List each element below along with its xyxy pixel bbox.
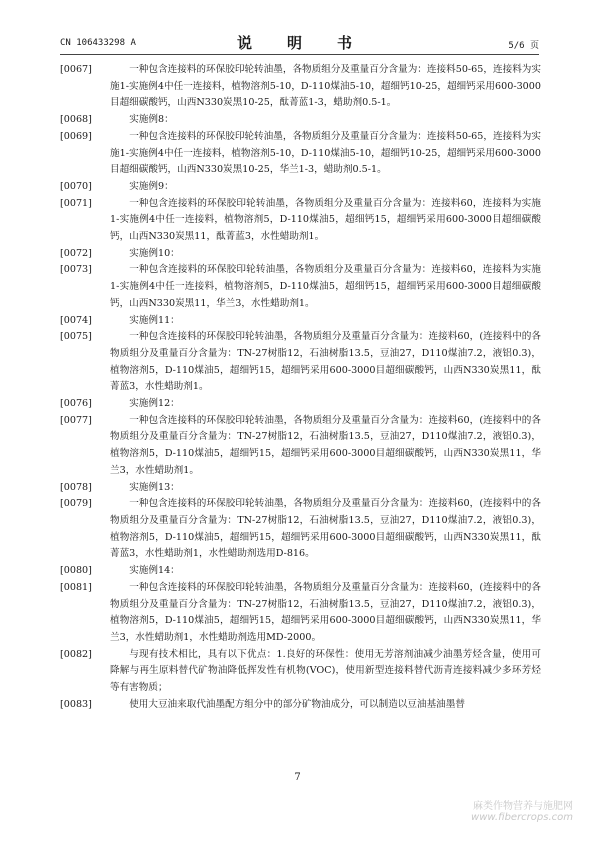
section-heading	[60, 112, 541, 129]
paragraph-number: [0071]	[60, 197, 92, 209]
section-heading	[60, 246, 541, 263]
paragraph-text: 一种包含连接料的环保胶印轮转油墨，各物质组分及重量百分含量为：连接料50-65，连接料为实施1-实施例4中任一连接料，植物溶剂5-10，D-110煤油5-10，超细钙10-25，超细钙采用600-3000目超细碳酸钙，山西N330炭黑10-25，华兰1-3，蜡助剂0.5-1。	[110, 130, 541, 176]
paragraph-number: [0074]	[60, 314, 92, 326]
paragraph	[60, 496, 541, 563]
heading-text: 实施例10：	[129, 247, 180, 259]
heading-text: 实施例9：	[129, 180, 174, 192]
paragraph-number: [0076]	[60, 398, 92, 410]
paragraph-number: [0075]	[60, 331, 92, 343]
document-body	[60, 62, 541, 713]
paragraph-text: 一种包含连接料的环保胶印轮转油墨，各物质组分及重量百分含量为：连接料60，连接料为实施1-实施例4中任一连接料，植物溶剂5，D-110煤油5，超细钙15，超细钙采用600-3000目超细碳酸钙，山西N330炭黑11，华兰3，水性蜡助剂1。	[110, 264, 541, 309]
publication-number: CN 106433298 A	[60, 38, 136, 48]
paragraph	[60, 413, 541, 480]
paragraph	[60, 196, 541, 246]
paragraph	[60, 129, 541, 179]
page-header	[60, 30, 539, 55]
heading-text: 实施例11：	[129, 314, 180, 326]
paragraph	[60, 262, 541, 312]
section-heading	[60, 480, 541, 497]
heading-text: 实施例12：	[129, 398, 180, 410]
heading-text: 实施例13：	[129, 481, 180, 493]
paragraph-text: 使用大豆油来取代油墨配方组分中的部分矿物油成分，可以制造以豆油基油墨替	[129, 698, 465, 710]
paragraph-number: [0072]	[60, 247, 92, 259]
paragraph-number: [0078]	[60, 481, 92, 493]
paragraph-number: [0069]	[60, 130, 92, 142]
paragraph-text: 与现有技术相比，具有以下优点：1.良好的环保性：使用无芳溶剂油减少油墨芳烃含量，使用可降解与再生原料替代矿物油降低挥发性有机物(VOC)，使用新型连接料替代沥青连接料减少多环芳烃等有害物质；	[110, 648, 541, 694]
paragraph-number: [0077]	[60, 414, 92, 426]
section-heading	[60, 396, 541, 413]
paragraph-text: 一种包含连接料的环保胶印轮转油墨，各物质组分及重量百分含量为：连接料60，(连接料中的各物质组分及重量百分含量为：TN-27树脂12，石油树脂13.5，豆油27，D110煤油7.2，液铝0.3)，植物溶剂5，D-110煤油5，超细钙15，超细钙采用600-3000目超细碳酸钙，山西N330炭黑11，华兰3，水性蜡助剂1。	[110, 414, 541, 476]
paragraph	[60, 62, 541, 112]
paragraph-number: [0080]	[60, 565, 92, 577]
page-reference: 5/6 页	[508, 41, 539, 51]
paragraph-number: [0083]	[60, 698, 92, 710]
watermark-text: 麻类作物营养与施肥网	[473, 801, 573, 812]
paragraph-number: [0079]	[60, 498, 92, 510]
paragraph	[60, 329, 541, 396]
paragraph-number: [0082]	[60, 648, 92, 660]
paragraph	[60, 697, 541, 714]
heading-text: 实施例8：	[129, 114, 174, 126]
paragraph-text: 一种包含连接料的环保胶印轮转油墨，各物质组分及重量百分含量为：连接料60，(连接料中的各物质组分及重量百分含量为：TN-27树脂12，石油树脂13.5，豆油27，D110煤油7.2，液铝0.3)，植物溶剂5，D-110煤油5，超细钙15，超细钙采用600-3000目超细碳酸钙，山西N330炭黑11，酞菁蓝3，水性蜡助剂1。	[110, 331, 541, 393]
heading-text: 实施例14：	[129, 565, 180, 577]
section-heading	[60, 313, 541, 330]
paragraph	[60, 580, 541, 647]
watermark-url: www.fibercrops.com	[471, 812, 573, 823]
paragraph-number: [0081]	[60, 581, 92, 593]
paragraph-text: 一种包含连接料的环保胶印轮转油墨，各物质组分及重量百分含量为：连接料60，(连接料中的各物质组分及重量百分含量为：TN-27树脂12，石油树脂13.5，豆油27，D110煤油7.2，液铝0.3)，植物溶剂5，D-110煤油5，超细钙15，超细钙采用600-3000目超细碳酸钙，山西N330炭黑11，华兰3，水性蜡助剂1，水性蜡助剂选用MD-2000。	[110, 581, 541, 643]
document-title: 说 明 书	[236, 34, 362, 52]
paragraph-text: 一种包含连接料的环保胶印轮转油墨，各物质组分及重量百分含量为：连接料60，(连接料中的各物质组分及重量百分含量为：TN-27树脂12，石油树脂13.5，豆油27，D110煤油7.2，液铝0.3)，植物溶剂5，D-110煤油5，超细钙15，超细钙采用600-3000目超细碳酸钙，山西N330炭黑11，酞菁蓝3，水性蜡助剂1，水性蜡助剂选用D-816。	[110, 498, 541, 560]
section-heading	[60, 563, 541, 580]
section-heading	[60, 179, 541, 196]
paragraph-number: [0073]	[60, 264, 92, 276]
paragraph-text: 一种包含连接料的环保胶印轮转油墨，各物质组分及重量百分含量为：连接料50-65，连接料为实施1-实施例4中任一连接料，植物溶剂5-10，D-110煤油5-10，超细钙10-25，超细钙采用600-3000目超细碳酸钙，山西N330炭黑10-25，酞菁蓝1-3，蜡助剂0.5-1。	[110, 64, 541, 109]
paragraph-number: [0067]	[60, 64, 92, 75]
paragraph-text: 一种包含连接料的环保胶印轮转油墨，各物质组分及重量百分含量为：连接料60，连接料为实施1-实施例4中任一连接料，植物溶剂5，D-110煤油5，超细钙15，超细钙采用600-3000目超细碳酸钙，山西N330炭黑11，酞菁蓝3，水性蜡助剂1。	[110, 197, 541, 243]
paragraph	[60, 647, 541, 697]
paragraph-number: [0068]	[60, 114, 92, 126]
page-number: 7	[294, 772, 301, 783]
paragraph-number: [0070]	[60, 180, 92, 192]
